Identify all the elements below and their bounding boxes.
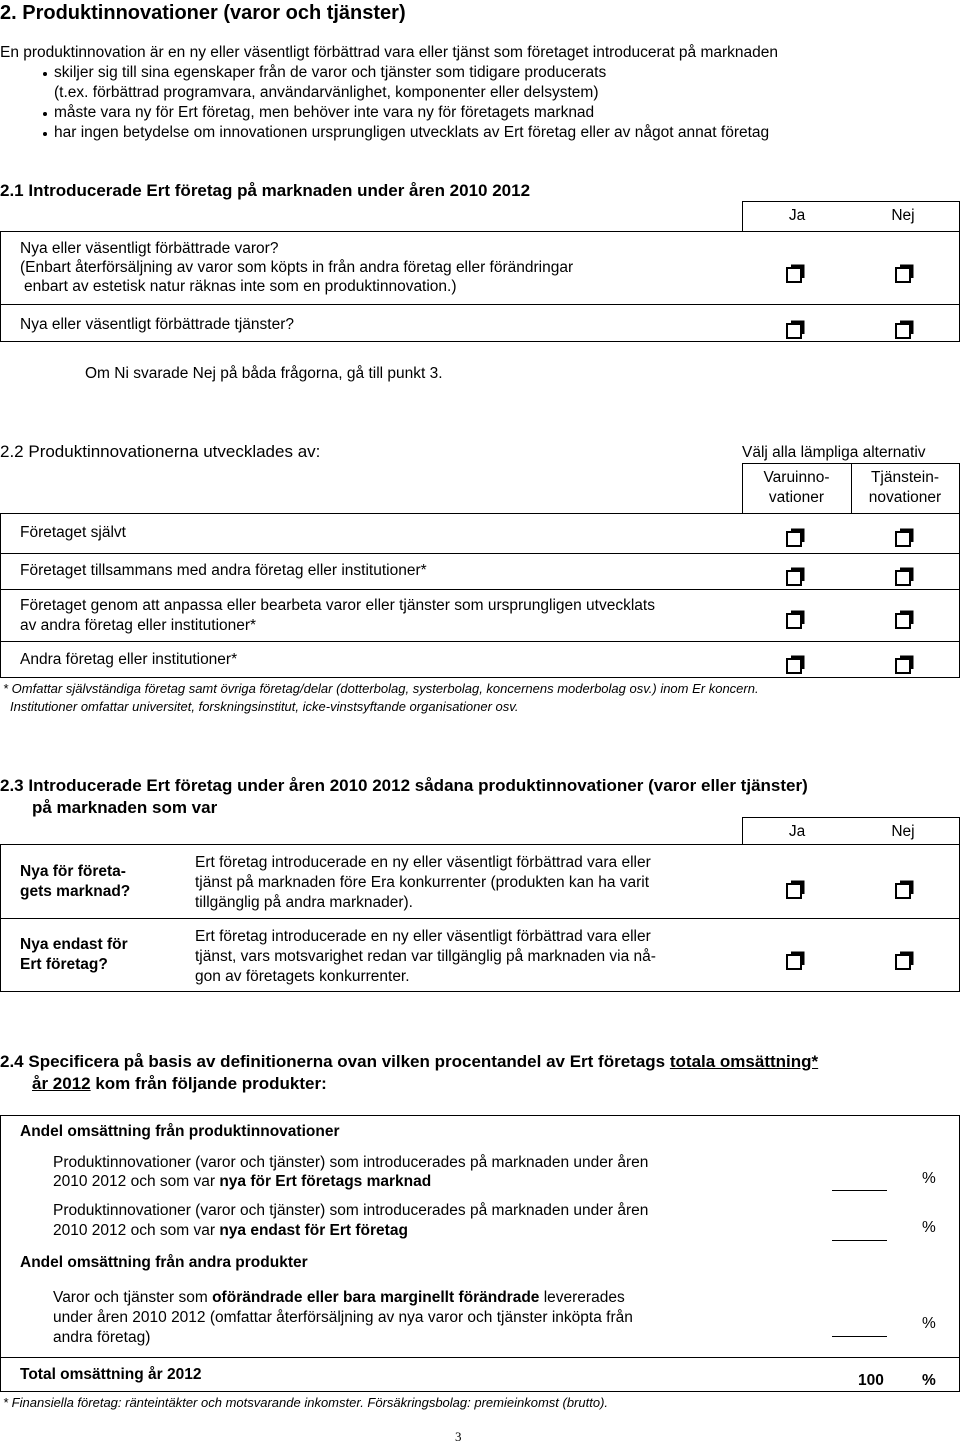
row-nya-endast-text: gon av företagets konkurrenter.: [195, 968, 410, 985]
row-nya-for-marknad-label: gets marknad?: [20, 883, 131, 900]
divider: [0, 341, 960, 342]
intro-bullet-1-example: (t.ex. förbättrad programvara, användarvänlighet, komponenter eller delsystem): [54, 84, 599, 101]
divider: [0, 1357, 960, 1358]
row-nya-endast-label: Ert företag?: [20, 956, 108, 973]
column-header-varuinnovationer: Varuinno-: [763, 469, 830, 486]
intro-bullet-2: måste vara ny för Ert företag, men behöver inte vara ny för företagets marknad: [54, 104, 595, 121]
row-andra-foretag: Andra företag eller institutioner*: [20, 651, 238, 668]
footnote-finansiella: * Finansiella företag: ränteintäkter och motsvarande inkomster. Försäkringsbolag: premieinkomst (brutto).: [3, 1395, 609, 1410]
percent-field-oforandrade[interactable]: [832, 1336, 887, 1337]
bullet-icon: [43, 132, 47, 136]
column-header-nej: Nej: [891, 207, 915, 224]
row-nya-endast-text: Ert företag introducerade en ny eller väsentligt förbättrad vara eller: [195, 928, 651, 945]
percent-sign: %: [922, 1372, 936, 1389]
row-endast-text: Produktinnovationer (varor och tjänster) som introducerades på marknaden under åren: [53, 1202, 649, 1219]
row-nya-for-marknad-label: Nya för företa-: [20, 863, 126, 880]
checkbox-r3-varor[interactable]: [786, 609, 806, 629]
divider: [0, 641, 960, 642]
divider: [0, 513, 960, 514]
checkbox-r4-tjanster[interactable]: [895, 654, 915, 674]
checkbox-marknad-nej[interactable]: [895, 879, 915, 899]
section-2-3-heading: på marknaden som var: [32, 798, 218, 817]
checkbox-r2-varor[interactable]: [786, 566, 806, 586]
row-nya-endast-text: tjänst, vars motsvarighet redan var tillgänglig på marknaden via nå-: [195, 948, 656, 965]
checkbox-r1-varor[interactable]: [786, 527, 806, 547]
intro-bullet-3: har ingen betydelse om innovationen ursprungligen utvecklats av Ert företag eller av något annat företag: [54, 124, 770, 141]
row-marknad-text: Produktinnovationer (varor och tjänster) som introducerades på marknaden under åren: [53, 1154, 649, 1171]
percent-sign: %: [922, 1170, 936, 1187]
divider: [742, 817, 743, 845]
question-tjanster: Nya eller väsentligt förbättrade tjänster?: [20, 316, 294, 333]
checkbox-r2-tjanster[interactable]: [895, 566, 915, 586]
row-nya-endast-label: Nya endast för: [20, 936, 128, 953]
total-label: Total omsättning år 2012: [20, 1366, 202, 1383]
page-number: 3: [455, 1429, 462, 1444]
checkbox-varor-ja[interactable]: [786, 263, 806, 283]
checkbox-varor-nej[interactable]: [895, 263, 915, 283]
divider: [0, 304, 960, 305]
column-header-ja: Ja: [788, 207, 806, 224]
divider: [0, 991, 960, 992]
checkbox-endast-nej[interactable]: [895, 950, 915, 970]
row-oforandrade-text: andra företag): [53, 1329, 151, 1346]
divider: [0, 918, 960, 919]
column-header-nej: Nej: [891, 823, 915, 840]
question-varor-note: (Enbart återförsäljning av varor som köpts in från andra företag eller förändringar: [20, 259, 574, 276]
bullet-icon: [43, 72, 47, 76]
row-oforandrade-text: under åren 2010 2012 (omfattar återförsäljning av nya varor och tjänster inköpta från: [53, 1309, 633, 1326]
section-2-2-hint: Välj alla lämpliga alternativ: [742, 444, 926, 461]
checkbox-marknad-ja[interactable]: [786, 879, 806, 899]
percent-field-marknad[interactable]: [832, 1190, 887, 1191]
divider: [0, 844, 960, 845]
row-endast-text: 2010 2012 och som var nya endast för Ert företag: [53, 1222, 408, 1239]
divider: [0, 1115, 960, 1116]
column-header-varuinnovationer: vationer: [768, 489, 825, 506]
divider: [0, 513, 1, 677]
group-produktinnovationer: Andel omsättning från produktinnovationer: [20, 1123, 340, 1140]
divider: [0, 1391, 960, 1392]
column-header-tjansteinnovationer: Tjänstein-: [870, 469, 940, 486]
row-nya-for-marknad-text: Ert företag introducerade en ny eller väsentligt förbättrad vara eller: [195, 854, 651, 871]
section-2-2-heading: 2.2 Produktinnovationerna utvecklades av:: [0, 442, 321, 461]
percent-field-endast[interactable]: [832, 1240, 887, 1241]
section-2-3-heading: 2.3 Introducerade Ert företag under åren 2010 2012 sådana produktinnovationer (varor eller tjänster): [0, 776, 808, 795]
checkbox-tjanster-ja[interactable]: [786, 319, 806, 339]
section-2-4-heading: 2.4 Specificera på basis av definitionerna ovan vilken procentandel av Ert företags totala omsättning*: [0, 1052, 819, 1071]
question-varor-note: enbart av estetisk natur räknas inte som en produktinnovation.): [24, 278, 457, 295]
row-anpassa: av andra företag eller institutioner*: [20, 617, 257, 634]
checkbox-r3-tjanster[interactable]: [895, 609, 915, 629]
checkbox-r1-tjanster[interactable]: [895, 527, 915, 547]
checkbox-r4-varor[interactable]: [786, 654, 806, 674]
percent-sign: %: [922, 1219, 936, 1236]
group-andra-produkter: Andel omsättning från andra produkter: [20, 1254, 308, 1271]
row-marknad-text: 2010 2012 och som var nya för Ert företags marknad: [53, 1173, 432, 1190]
column-header-tjansteinnovationer: novationer: [868, 489, 942, 506]
divider: [742, 201, 959, 202]
divider: [0, 553, 960, 554]
footnote-koncern: * Omfattar självständiga företag samt övriga företag/delar (dotterbolag, systerbolag, koncernens moderbolag osv.) inom Er koncern.: [3, 681, 759, 696]
section-2-4-heading: år 2012 kom från följande produkter:: [32, 1074, 327, 1093]
row-anpassa: Företaget genom att anpassa eller bearbeta varor eller tjänster som ursprungligen utvecklats: [20, 597, 655, 614]
divider: [0, 231, 960, 232]
column-header-ja: Ja: [788, 823, 806, 840]
page-title: 2. Produktinnovationer (varor och tjänster): [0, 2, 406, 24]
row-nya-for-marknad-text: tjänst på marknaden före Era konkurrenter (produkten kan ha varit: [195, 874, 650, 891]
skip-instruction: Om Ni svarade Nej på båda frågorna, gå till punkt 3.: [85, 365, 443, 382]
total-value: 100: [858, 1372, 884, 1389]
footnote-institutioner: Institutioner omfattar universitet, forskningsinstitut, icke-vinstsyftande organisationer osv.: [10, 699, 519, 714]
divider: [0, 1115, 1, 1392]
percent-sign: %: [922, 1315, 936, 1332]
row-tillsammans: Företaget tillsammans med andra företag eller institutioner*: [20, 562, 427, 579]
divider: [742, 817, 959, 818]
intro-bullet-1: skiljer sig till sina egenskaper från de varor och tjänster som tidigare producerats: [54, 64, 607, 81]
question-varor: Nya eller väsentligt förbättrade varor?: [20, 240, 279, 257]
section-2-1-heading: 2.1 Introducerade Ert företag på marknaden under åren 2010 2012: [0, 181, 531, 200]
divider: [0, 231, 1, 342]
divider: [742, 201, 743, 232]
bullet-icon: [43, 112, 47, 116]
row-oforandrade-text: Varor och tjänster som oförändrade eller bara marginellt förändrade levererades: [53, 1289, 625, 1306]
intro-lead: En produktinnovation är en ny eller väsentligt förbättrad vara eller tjänst som företaget introducerat på marknaden: [0, 44, 779, 61]
row-nya-for-marknad-text: tillgänglig på andra marknader).: [195, 894, 413, 911]
divider: [0, 677, 960, 678]
divider: [0, 589, 960, 590]
checkbox-tjanster-nej[interactable]: [895, 319, 915, 339]
row-foretaget-sjalvt: Företaget självt: [20, 524, 126, 541]
checkbox-endast-ja[interactable]: [786, 950, 806, 970]
